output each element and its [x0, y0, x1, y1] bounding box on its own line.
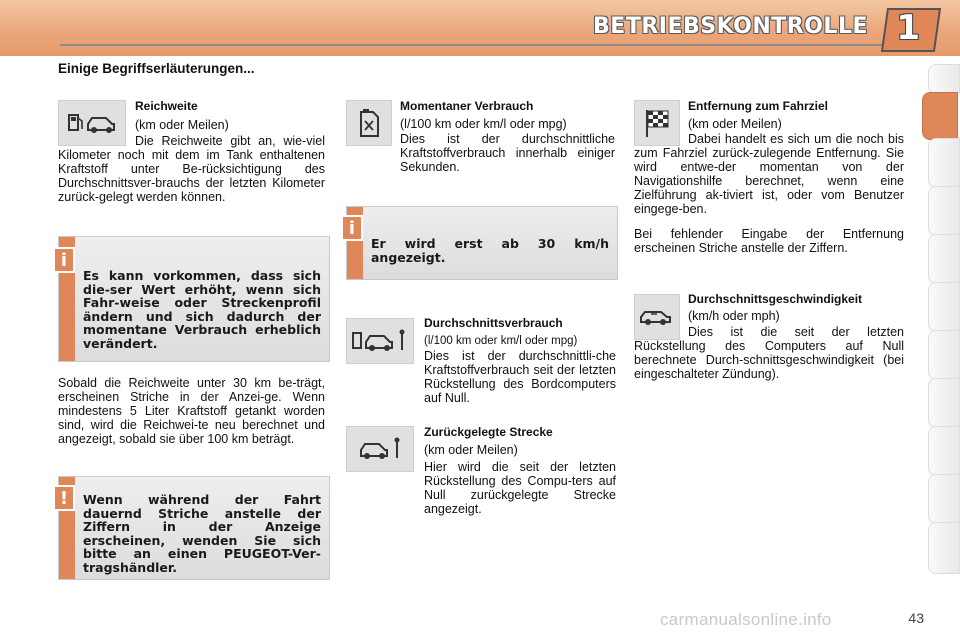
note-speed-text: Er wird erst ab 30 km/h angezeigt.: [371, 236, 609, 265]
avg-speed-unit: (km/h oder mph): [688, 309, 780, 323]
avg-speed-text: Dies ist die seit der letzten Rückstellung des Computers auf Null berechnete Durch-schnittsgeschwindigkeit (bei eingeschalteter Zündung).: [634, 325, 904, 381]
distance-unit: (km oder Meilen): [424, 443, 518, 457]
warning-note: [58, 476, 330, 580]
range-unit: (km oder Meilen): [135, 118, 229, 132]
chapter-tab[interactable]: [928, 186, 960, 236]
avg-speed-title: Durchschnittsgeschwindigkeit: [688, 292, 863, 306]
chapter-tab[interactable]: [928, 282, 960, 332]
chapter-tab[interactable]: [928, 138, 960, 188]
page-header: [0, 0, 960, 56]
chapter-tab[interactable]: [928, 330, 960, 380]
info-note-range: [58, 236, 330, 362]
fuel-can-icon: [346, 100, 392, 146]
chapter-tab[interactable]: [928, 522, 960, 574]
fuel-car-reset-icon: [346, 318, 414, 364]
current-title: Momentaner Verbrauch: [400, 99, 534, 113]
destination-title: Entfernung zum Fahrziel: [688, 99, 829, 113]
destination-unit: (km oder Meilen): [688, 117, 782, 131]
info-icon: i: [53, 247, 75, 273]
page-number: 43: [908, 610, 924, 626]
distance-title: Zurückgelegte Strecke: [424, 425, 553, 439]
destination-text: Dabei handelt es sich um die noch bis zum Fahrziel zurück-zulegende Entfernung. Sie wird entwe-der momentan von der Navigationshilfe berechnet, wenn eine Zielführung ak-tiviert ist, oder vom Benutzer eingege-ben.: [634, 132, 904, 216]
info-note-speed: [346, 206, 618, 280]
note-range-text: Es kann vorkommen, dass sich die-ser Wert erhöht, wenn sich Fahr-weise oder Streckenprofil ändern und sich dadurch der momentane Verbrauch erheblich verändert.: [83, 268, 321, 351]
average-title: Durchschnittsverbrauch: [424, 316, 563, 330]
distance-text: Hier wird die seit der letzten Rückstellung des Compu-ters auf Null zurückgelegte Strecke angezeigt.: [424, 460, 616, 516]
chapter-number: 1: [896, 8, 920, 48]
chapter-tab[interactable]: [928, 234, 960, 284]
destination-text-2: Bei fehlender Eingabe der Entfernung erscheinen Striche anstelle der Ziffern.: [634, 227, 904, 255]
chapter-tab[interactable]: [928, 426, 960, 476]
average-text: Dies ist der durchschnittli-che Kraftstoffverbrauch seit der letzten Rückstellung des Bordcomputers auf Null.: [424, 349, 616, 405]
section-title: Einige Begriffserläuterungen...: [58, 61, 255, 76]
chapter-tab[interactable]: [928, 64, 960, 94]
watermark: carmanualsonline.info: [660, 610, 832, 629]
chapter-tab-active[interactable]: [922, 92, 958, 140]
car-reset-icon: [346, 426, 414, 472]
chapter-title: BETRIEBSKONTROLLE: [593, 14, 868, 39]
header-rule: [60, 44, 900, 46]
current-text: Dies ist der durchschnittliche Kraftstoffverbrauch innerhalb einiger Sekunden.: [400, 132, 615, 174]
chapter-tab[interactable]: [928, 378, 960, 428]
current-unit: (l/100 km oder km/l oder mpg): [400, 117, 567, 131]
range-low-text: Sobald die Reichweite unter 30 km be-trägt, erscheinen Striche in der Anzei-ge. Wenn mindestens 5 Liter Kraftstoff getankt worden sind, wird die Reichwei-te neu berechnet und angezeigt, sobald sie über 100 km beträgt.: [58, 376, 325, 446]
average-unit: (l/100 km oder km/l oder mpg): [424, 335, 578, 347]
warning-icon: !: [53, 485, 75, 511]
chapter-tabs: [928, 64, 960, 576]
info-icon: i: [341, 215, 363, 241]
chapter-tab[interactable]: [928, 474, 960, 524]
warning-text: Wenn während der Fahrt dauernd Striche anstelle der Ziffern in der Anzeige erscheinen, wenden Sie sich bitte an einen PEUGEOT-Ver-tragshändler.: [83, 492, 321, 575]
range-text: Die Reichweite gibt an, wie-viel Kilometer noch mit dem im Tank enthaltenen Kraftstoff unter Be-rücksichtigung des Durchschnittsver-brauchs der letzten Kilometer zurück-gelegt werden können.: [58, 134, 325, 204]
range-title: Reichweite: [135, 99, 198, 113]
